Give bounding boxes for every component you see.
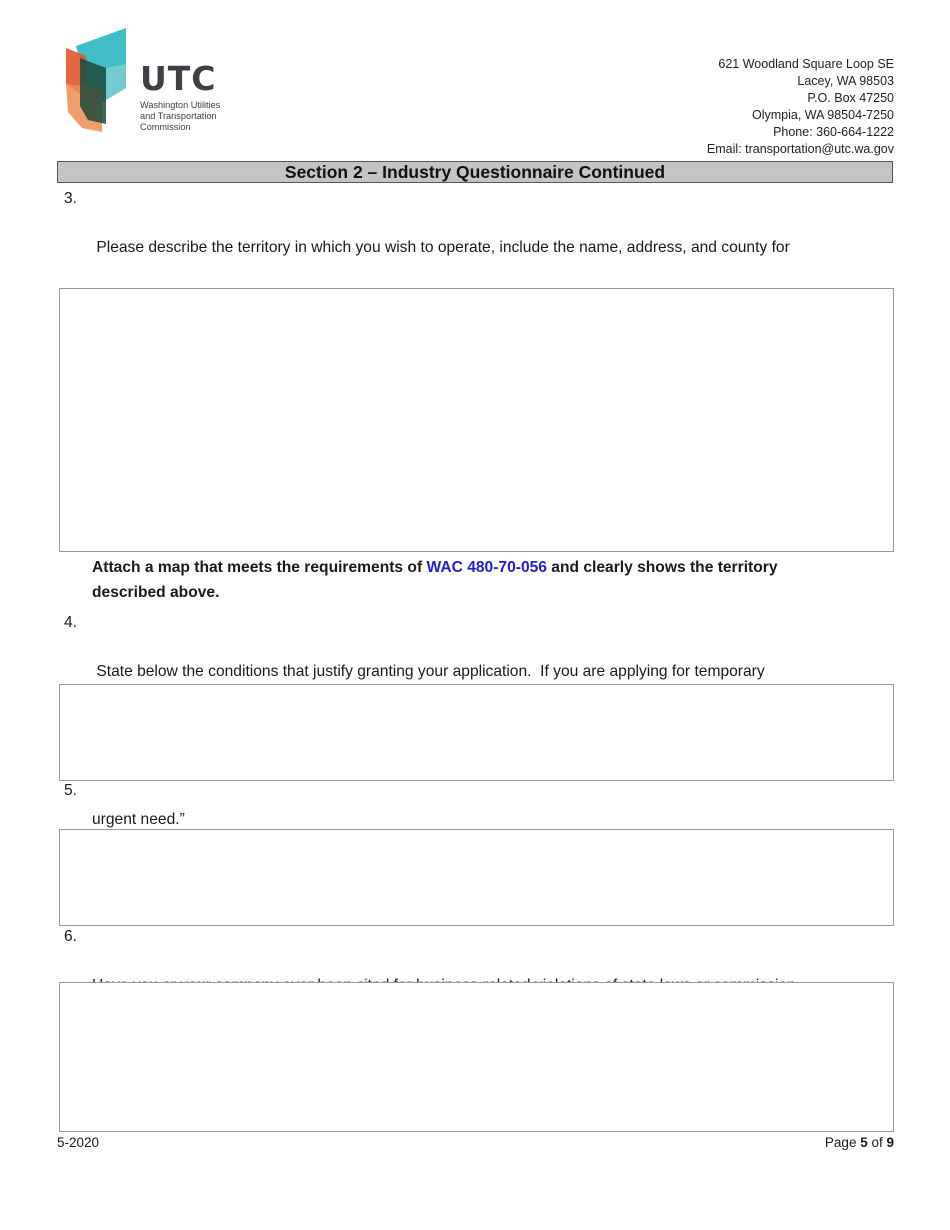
- wac-link[interactable]: WAC 480-70-056: [426, 559, 547, 576]
- map-attachment-note: Attach a map that meets the requirements of WAC 480-70-056 and clearly shows the territory described above.: [92, 559, 778, 601]
- question-number: 4.: [64, 614, 78, 631]
- page-number: Page 5 of 9: [824, 1135, 894, 1150]
- question-text: State below the conditions that justify granting your application. If you are applying for temporary urgent need.”: [92, 663, 765, 828]
- address-line: 621 Woodland Square Loop SE: [718, 57, 894, 71]
- utc-logo-subtitle: Washington Utilities and Transportation Commission: [140, 100, 221, 132]
- form-version: 5-2020: [57, 1135, 100, 1150]
- question-5-answer-box[interactable]: [59, 829, 894, 926]
- question-number: 6.: [64, 928, 78, 945]
- address-line: P.O. Box 47250: [807, 91, 894, 105]
- question-6-answer-box[interactable]: [59, 982, 894, 1132]
- utc-logo: [62, 28, 242, 136]
- contact-address: [707, 56, 894, 158]
- address-line: Lacey, WA 98503: [797, 74, 894, 88]
- question-number: 3.: [64, 190, 78, 207]
- address-line: Olympia, WA 98504-7250: [752, 108, 894, 122]
- question-4-answer-box[interactable]: [59, 684, 894, 781]
- utc-logo-text: UTC: [140, 59, 217, 98]
- question-number: 5.: [64, 782, 78, 799]
- phone-line: Phone: 360-664-1222: [773, 125, 894, 139]
- question-3-answer-box[interactable]: [59, 288, 894, 552]
- email-line: Email: transportation@utc.wa.gov: [706, 142, 894, 156]
- question-text: Please describe the territory in which you wish to operate, include the name, address, and county for: [92, 239, 790, 257]
- utc-logo-mark-icon: [62, 28, 134, 136]
- section-title: Section 2 – Industry Questionnaire Continued: [57, 161, 893, 183]
